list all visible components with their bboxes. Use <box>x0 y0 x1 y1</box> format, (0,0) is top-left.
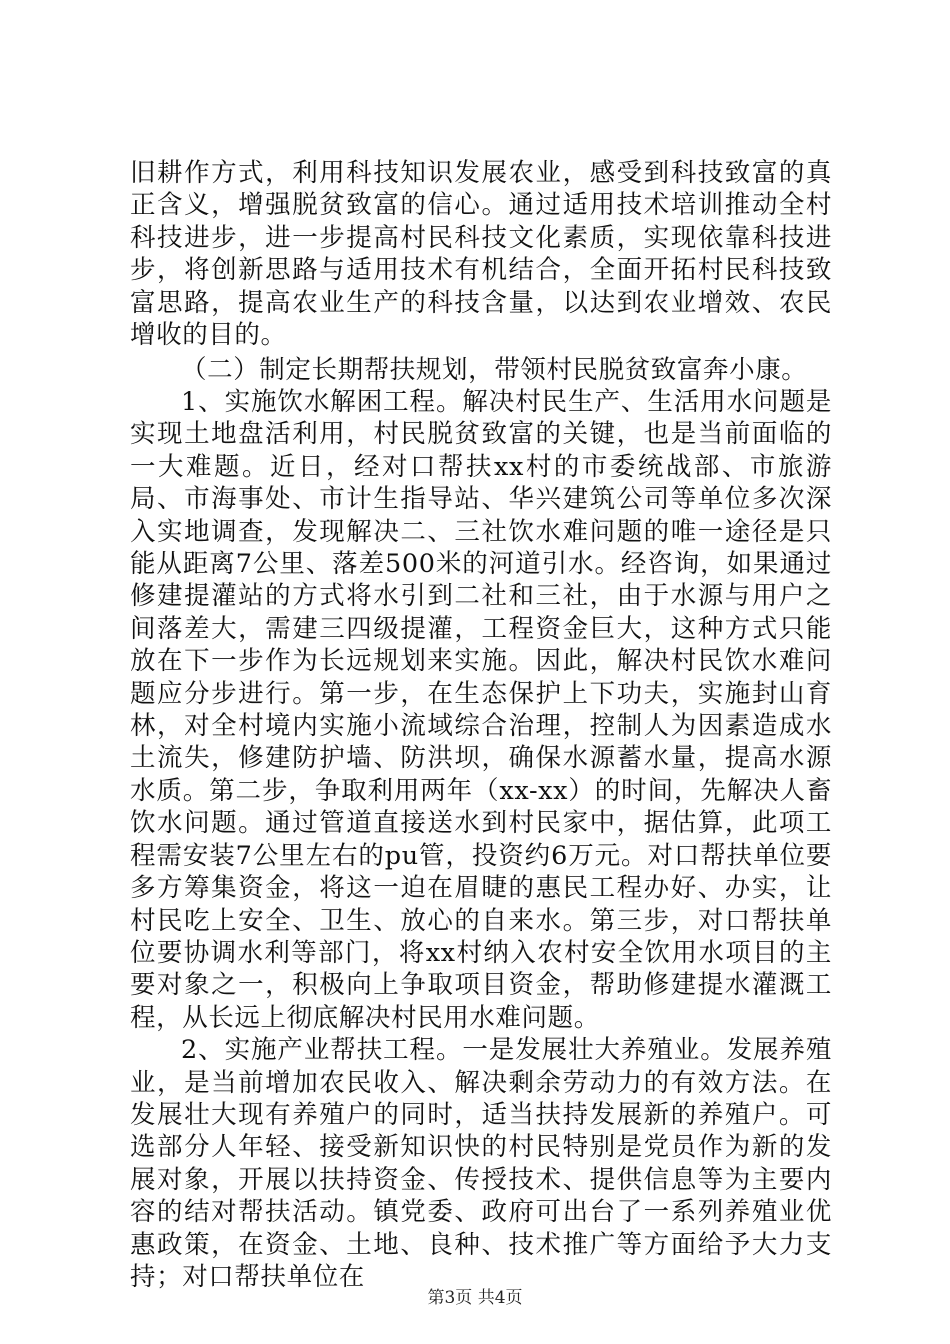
body-paragraph: 1、实施饮水解困工程。解决村民生产、生活用水问题是实现土地盘活利用，村民脱贫致富的关键，也是当前面临的一大难题。近日，经对口帮扶xx村的市委统战部、市旅游局、市海事处、市计生指导站、华兴建筑公司等单位多次深入实地调查，发现解决二、三社饮水难问题的唯一途径是只能从距离7公里、落差500米的河道引水。经咨询，如果通过修建提灌站的方式将水引到二社和三社，由于水源与用户之间落差大，需建三四级提灌，工程资金巨大，这种方式只能放在下一步作为长远规划来实施。因此，解决村民饮水难问题应分步进行。第一步，在生态保护上下功夫，实施封山育林，对全村境内实施小流域综合治理，控制人为因素造成水土流失，修建防护墙、防洪坝，确保水源蓄水量，提高水源水质。第二步，争取利用两年（xx-xx）的时间，先解决人畜饮水问题。通过管道直接送水到村民家中，据估算，此项工程需安装7公里左右的pu管，投资约6万元。对口帮扶单位要多方筹集资金，将这一迫在眉睫的惠民工程办好、办实，让村民吃上安全、卫生、放心的自来水。第三步，对口帮扶单位要协调水利等部门，将xx村纳入农村安全饮用水项目的主要对象之一，积极向上争取项目资金，帮助修建提水灌溉工程，从长远上彻底解决村民用水难问题。 <box>130 387 832 1033</box>
section-heading: （二）制定长期帮扶规划，带领村民脱贫致富奔小康。 <box>181 355 808 385</box>
paragraph-block-main <box>130 386 832 1293</box>
paragraph-block-top <box>130 157 832 351</box>
body-paragraph: 旧耕作方式，利用科技知识发展农业，感受到科技致富的真正含义，增强脱贫致富的信心。通过适用技术培训推动全村科技进步，进一步提高村民科技文化素质，实现依靠科技进步，将创新思路与适用技术有机结合，全面开拓村民科技致富思路，提高农业生产的科技含量，以达到农业增效、农民增收的目的。 <box>130 158 832 351</box>
page-number-footer: 第3页 共4页 <box>427 1288 523 1308</box>
section-heading-block <box>130 354 832 386</box>
body-paragraph: 2、实施产业帮扶工程。一是发展壮大养殖业。发展养殖业，是当前增加农民收入、解决剩余劳动力的有效方法。在发展壮大现有养殖户的同时，适当扶持发展新的养殖户。可选部分人年轻、接受新知识快的村民特别是党员作为新的发展对象，开展以扶持资金、传授技术、提供信息等为主要内容的结对帮扶活动。镇党委、政府可出台了一系列养殖业优惠政策，在资金、土地、良种、技术推广等方面给予大力支持；对口帮扶单位在 <box>130 1035 832 1292</box>
